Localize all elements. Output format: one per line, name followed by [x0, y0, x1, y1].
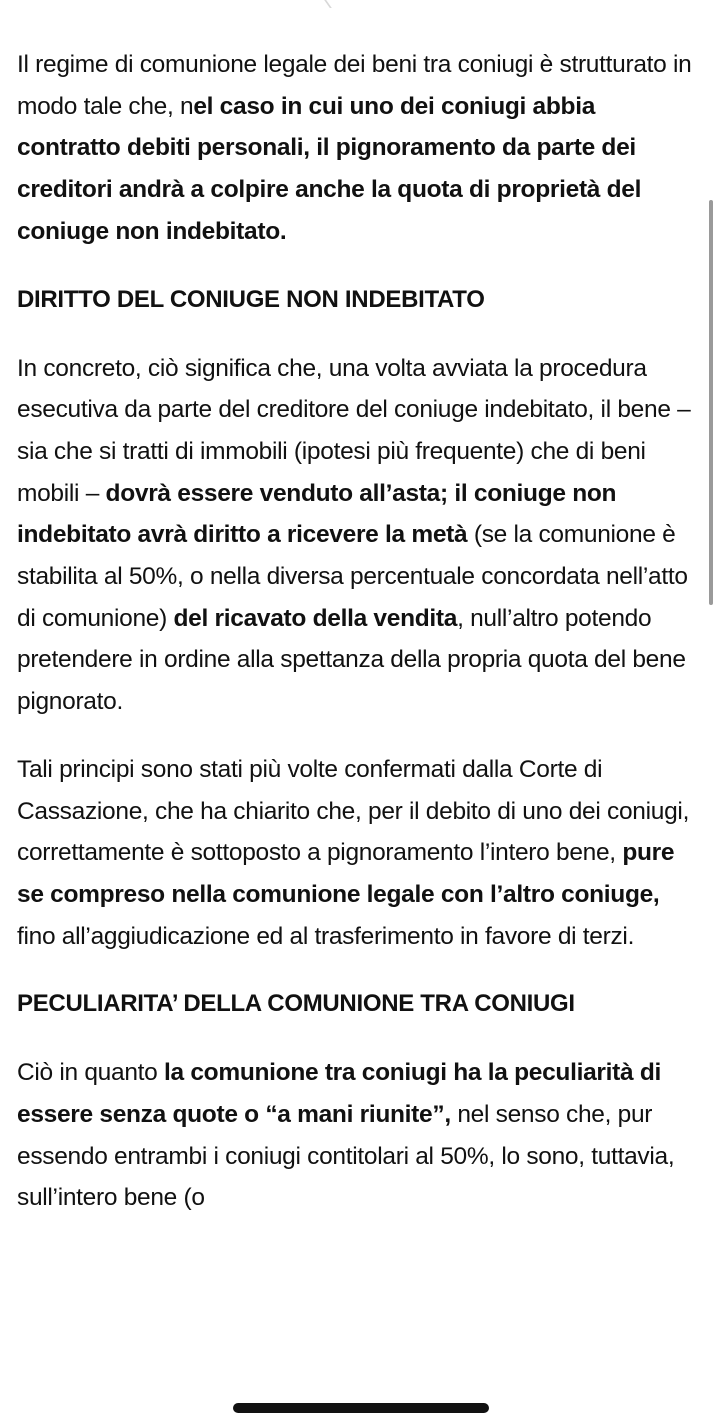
text: , null’altro potendo pretendere in ordine alla spettanza della propria quota del bene pignorato.: [17, 604, 686, 716]
home-indicator[interactable]: [233, 1403, 489, 1413]
scrollbar[interactable]: [709, 200, 713, 605]
bold-text: dovrà essere venduto all’asta; il coniuge non indebitato avrà diritto a ricevere la metà: [17, 479, 617, 549]
text: Ciò in quanto: [17, 1059, 164, 1087]
paragraph-intro: [17, 44, 697, 253]
text: (se la comunione è stabilita al 50%, o nella diversa percentuale concordata nell’atto di comunione): [17, 521, 688, 632]
paragraph-peculiarita: [17, 1052, 697, 1219]
bold-text: pure se compreso nella comunione legale con l’altro coniuge,: [17, 839, 675, 908]
heading-peculiarita: PECULIARITA’ DELLA COMUNIONE TRA CONIUGI: [17, 990, 575, 1018]
paragraph-concreto: [17, 348, 697, 723]
text: fino all’aggiudicazione ed al trasferimento in favore di terzi.: [17, 922, 635, 950]
bold-text: del ricavato della vendita: [173, 604, 458, 632]
article-body: [17, 44, 697, 1245]
paragraph-cassazione: [17, 749, 697, 958]
text: Tali principi sono stati più volte confermati dalla Corte di Cassazione, che ha chiarito che, per il debito di uno dei coniugi, correttamente è sottoposto a pignoramento l’intero bene,: [17, 755, 690, 867]
bold-text: la comunione tra coniugi ha la peculiarità di essere senza quote o “a mani riunite”,: [17, 1059, 662, 1129]
bold-text: el caso in cui uno dei coniugi abbia contratto debiti personali, il pignoramento da parte dei creditori andrà a colpire anche la quota di proprietà del coniuge non indebitato.: [17, 92, 642, 245]
text: nel senso che, pur essendo entrambi i coniugi contitolari al 50%, lo sono, tuttavia, sull’intero bene (o: [17, 1101, 675, 1212]
text: Il regime di comunione legale dei beni tra coniugi è strutturato in modo tale che, n: [17, 51, 692, 120]
text: In concreto, ciò significa che, una volta avviata la procedura esecutiva da parte del creditore del coniuge indebitato, il bene – sia che si tratti di immobili (ipotesi più frequente) che di beni mobili –: [17, 354, 691, 507]
top-decoration: [312, 0, 332, 8]
heading-diritto: DIRITTO DEL CONIUGE NON INDEBITATO: [17, 285, 485, 313]
